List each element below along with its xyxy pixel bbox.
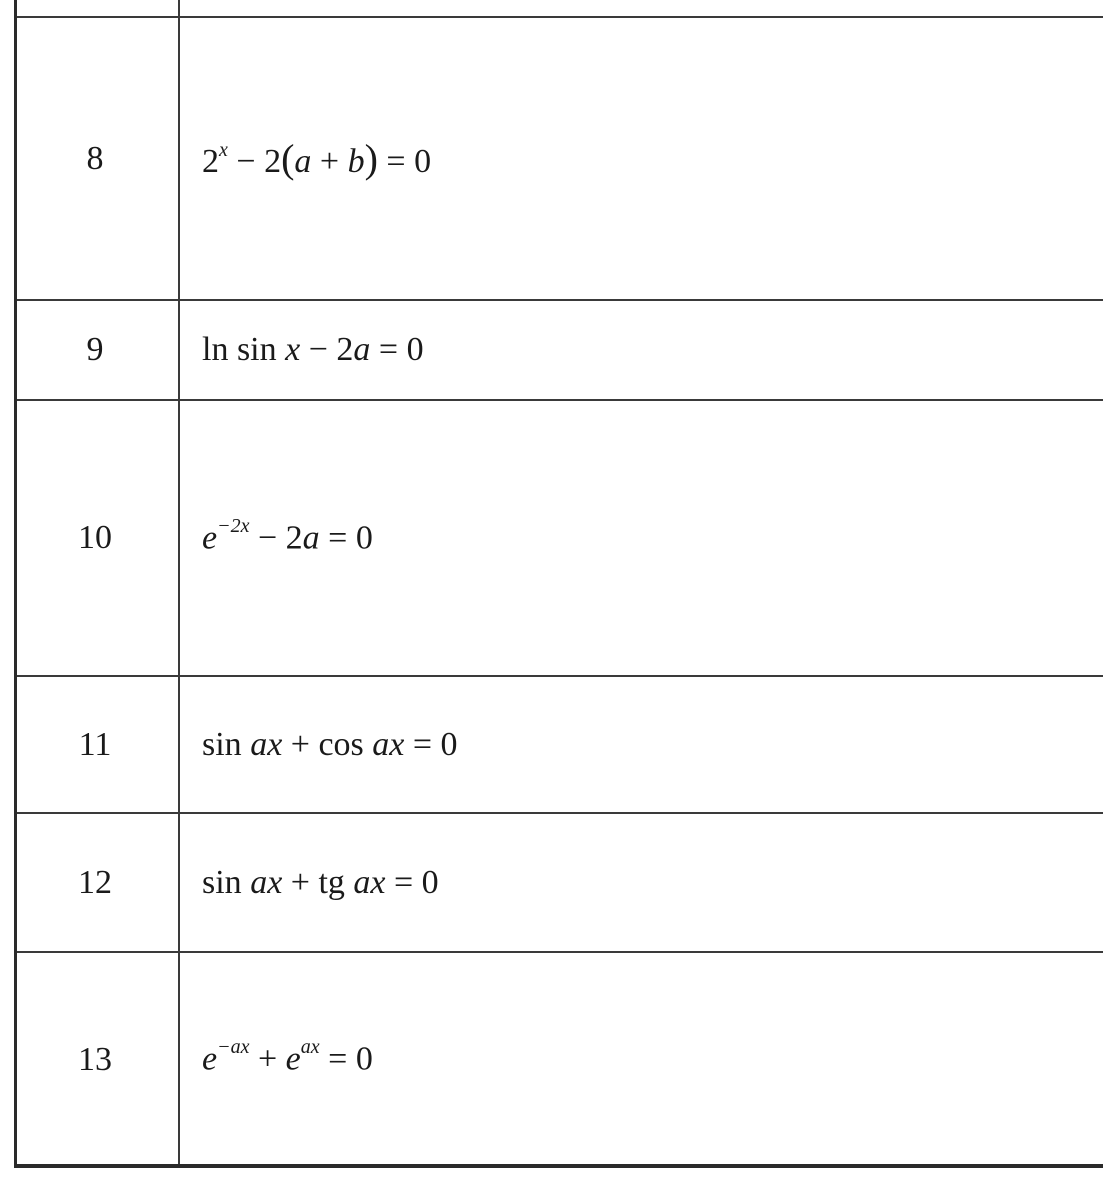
equation: ln sin x − 2a = 0 bbox=[179, 300, 1103, 400]
equation: $e^{-2x} - 2a = 0$ bbox=[179, 400, 1103, 676]
table-row bbox=[15, 952, 1103, 1167]
table-row bbox=[15, 300, 1103, 400]
row-number: 12 bbox=[15, 813, 179, 952]
stub-equation-cell bbox=[179, 0, 1103, 17]
equation: sin ax + tg ax = 0 bbox=[179, 813, 1103, 952]
stub-number-cell bbox=[15, 0, 179, 17]
row-number: 13 bbox=[15, 952, 179, 1167]
row-number: 8 bbox=[15, 17, 179, 300]
row-number: 11 bbox=[15, 676, 179, 813]
equation: sin ax + cos ax = 0 bbox=[179, 676, 1103, 813]
equations-table-container bbox=[14, 0, 1103, 1166]
equation: $2^x - 2(a + b) = 0$ bbox=[179, 17, 1103, 300]
row-number: 10 bbox=[15, 400, 179, 676]
table-row bbox=[15, 400, 1103, 676]
equations-table bbox=[14, 0, 1103, 1168]
table-bottom-border bbox=[14, 1164, 1103, 1168]
table-left-border bbox=[14, 0, 17, 1168]
table-row-top-stub bbox=[15, 0, 1103, 17]
table-row bbox=[15, 17, 1103, 300]
table-row bbox=[15, 676, 1103, 813]
table-row bbox=[15, 813, 1103, 952]
equation: $e^{-ax} + e^{ax} = 0$ bbox=[179, 952, 1103, 1167]
row-number: 9 bbox=[15, 300, 179, 400]
